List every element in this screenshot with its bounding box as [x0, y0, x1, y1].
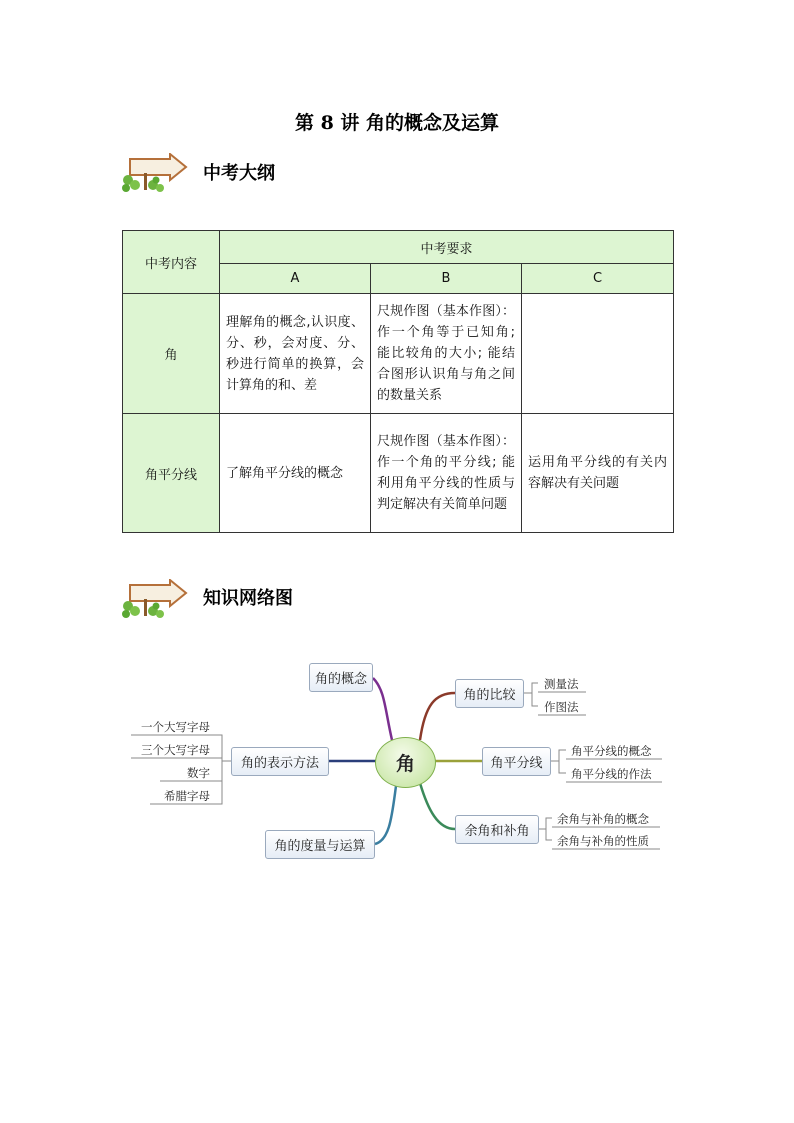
leaf-complement-property: 余角与补角的性质 — [557, 834, 649, 848]
row-cell-b: 尺规作图（基本作图）：作一个角等于已知角; 能比较角的大小; 能结合图形认识角与角之间的数量关系 — [371, 294, 522, 414]
row-cell-b: 尺规作图（基本作图）：作一个角的平分线; 能利用角平分线的性质与判定解决有关简单问题 — [371, 414, 522, 533]
row-topic: 角 — [123, 294, 220, 414]
row-topic: 角平分线 — [123, 414, 220, 533]
leaf-three-capital-letters: 三个大写字母 — [141, 743, 210, 757]
node-angle-compare: 角的比较 — [455, 679, 524, 708]
leaf-one-capital-letter: 一个大写字母 — [141, 720, 210, 734]
node-angle-concept: 角的概念 — [309, 663, 373, 692]
mindmap-center-node: 角 — [375, 737, 436, 788]
leaf-number: 数字 — [187, 766, 210, 780]
row-cell-a: 了解角平分线的概念 — [220, 414, 371, 533]
page-title: 第 8 讲 角的概念及运算 — [294, 112, 500, 134]
level-c: C — [522, 264, 674, 294]
leaf-complement-concept: 余角与补角的概念 — [557, 812, 649, 826]
leaf-greek-letter: 希腊字母 — [164, 789, 210, 803]
leaf-construction-method: 作图法 — [544, 700, 579, 714]
level-b: B — [371, 264, 522, 294]
node-angle-bisector: 角平分线 — [482, 747, 551, 776]
header-content: 中考内容 — [123, 231, 220, 294]
node-angle-measure: 角的度量与运算 — [265, 830, 375, 859]
leaf-bisector-concept: 角平分线的概念 — [571, 744, 652, 758]
leaf-measure-method: 测量法 — [544, 677, 579, 691]
leaf-bisector-construction: 角平分线的作法 — [571, 767, 652, 781]
row-cell-a: 理解角的概念,认识度、分、秒，会对度、分、秒进行简单的换算，会计算角的和、差 — [220, 294, 371, 414]
header-requirement: 中考要求 — [220, 231, 674, 264]
node-angle-representation: 角的表示方法 — [231, 747, 329, 776]
row-cell-c: 运用角平分线的有关内容解决有关问题 — [522, 414, 674, 533]
level-a: A — [220, 264, 371, 294]
node-complement-supplement: 余角和补角 — [455, 815, 539, 844]
section-title-network: 知识网络图 — [203, 588, 293, 609]
section-title-outline: 中考大纲 — [203, 163, 275, 184]
